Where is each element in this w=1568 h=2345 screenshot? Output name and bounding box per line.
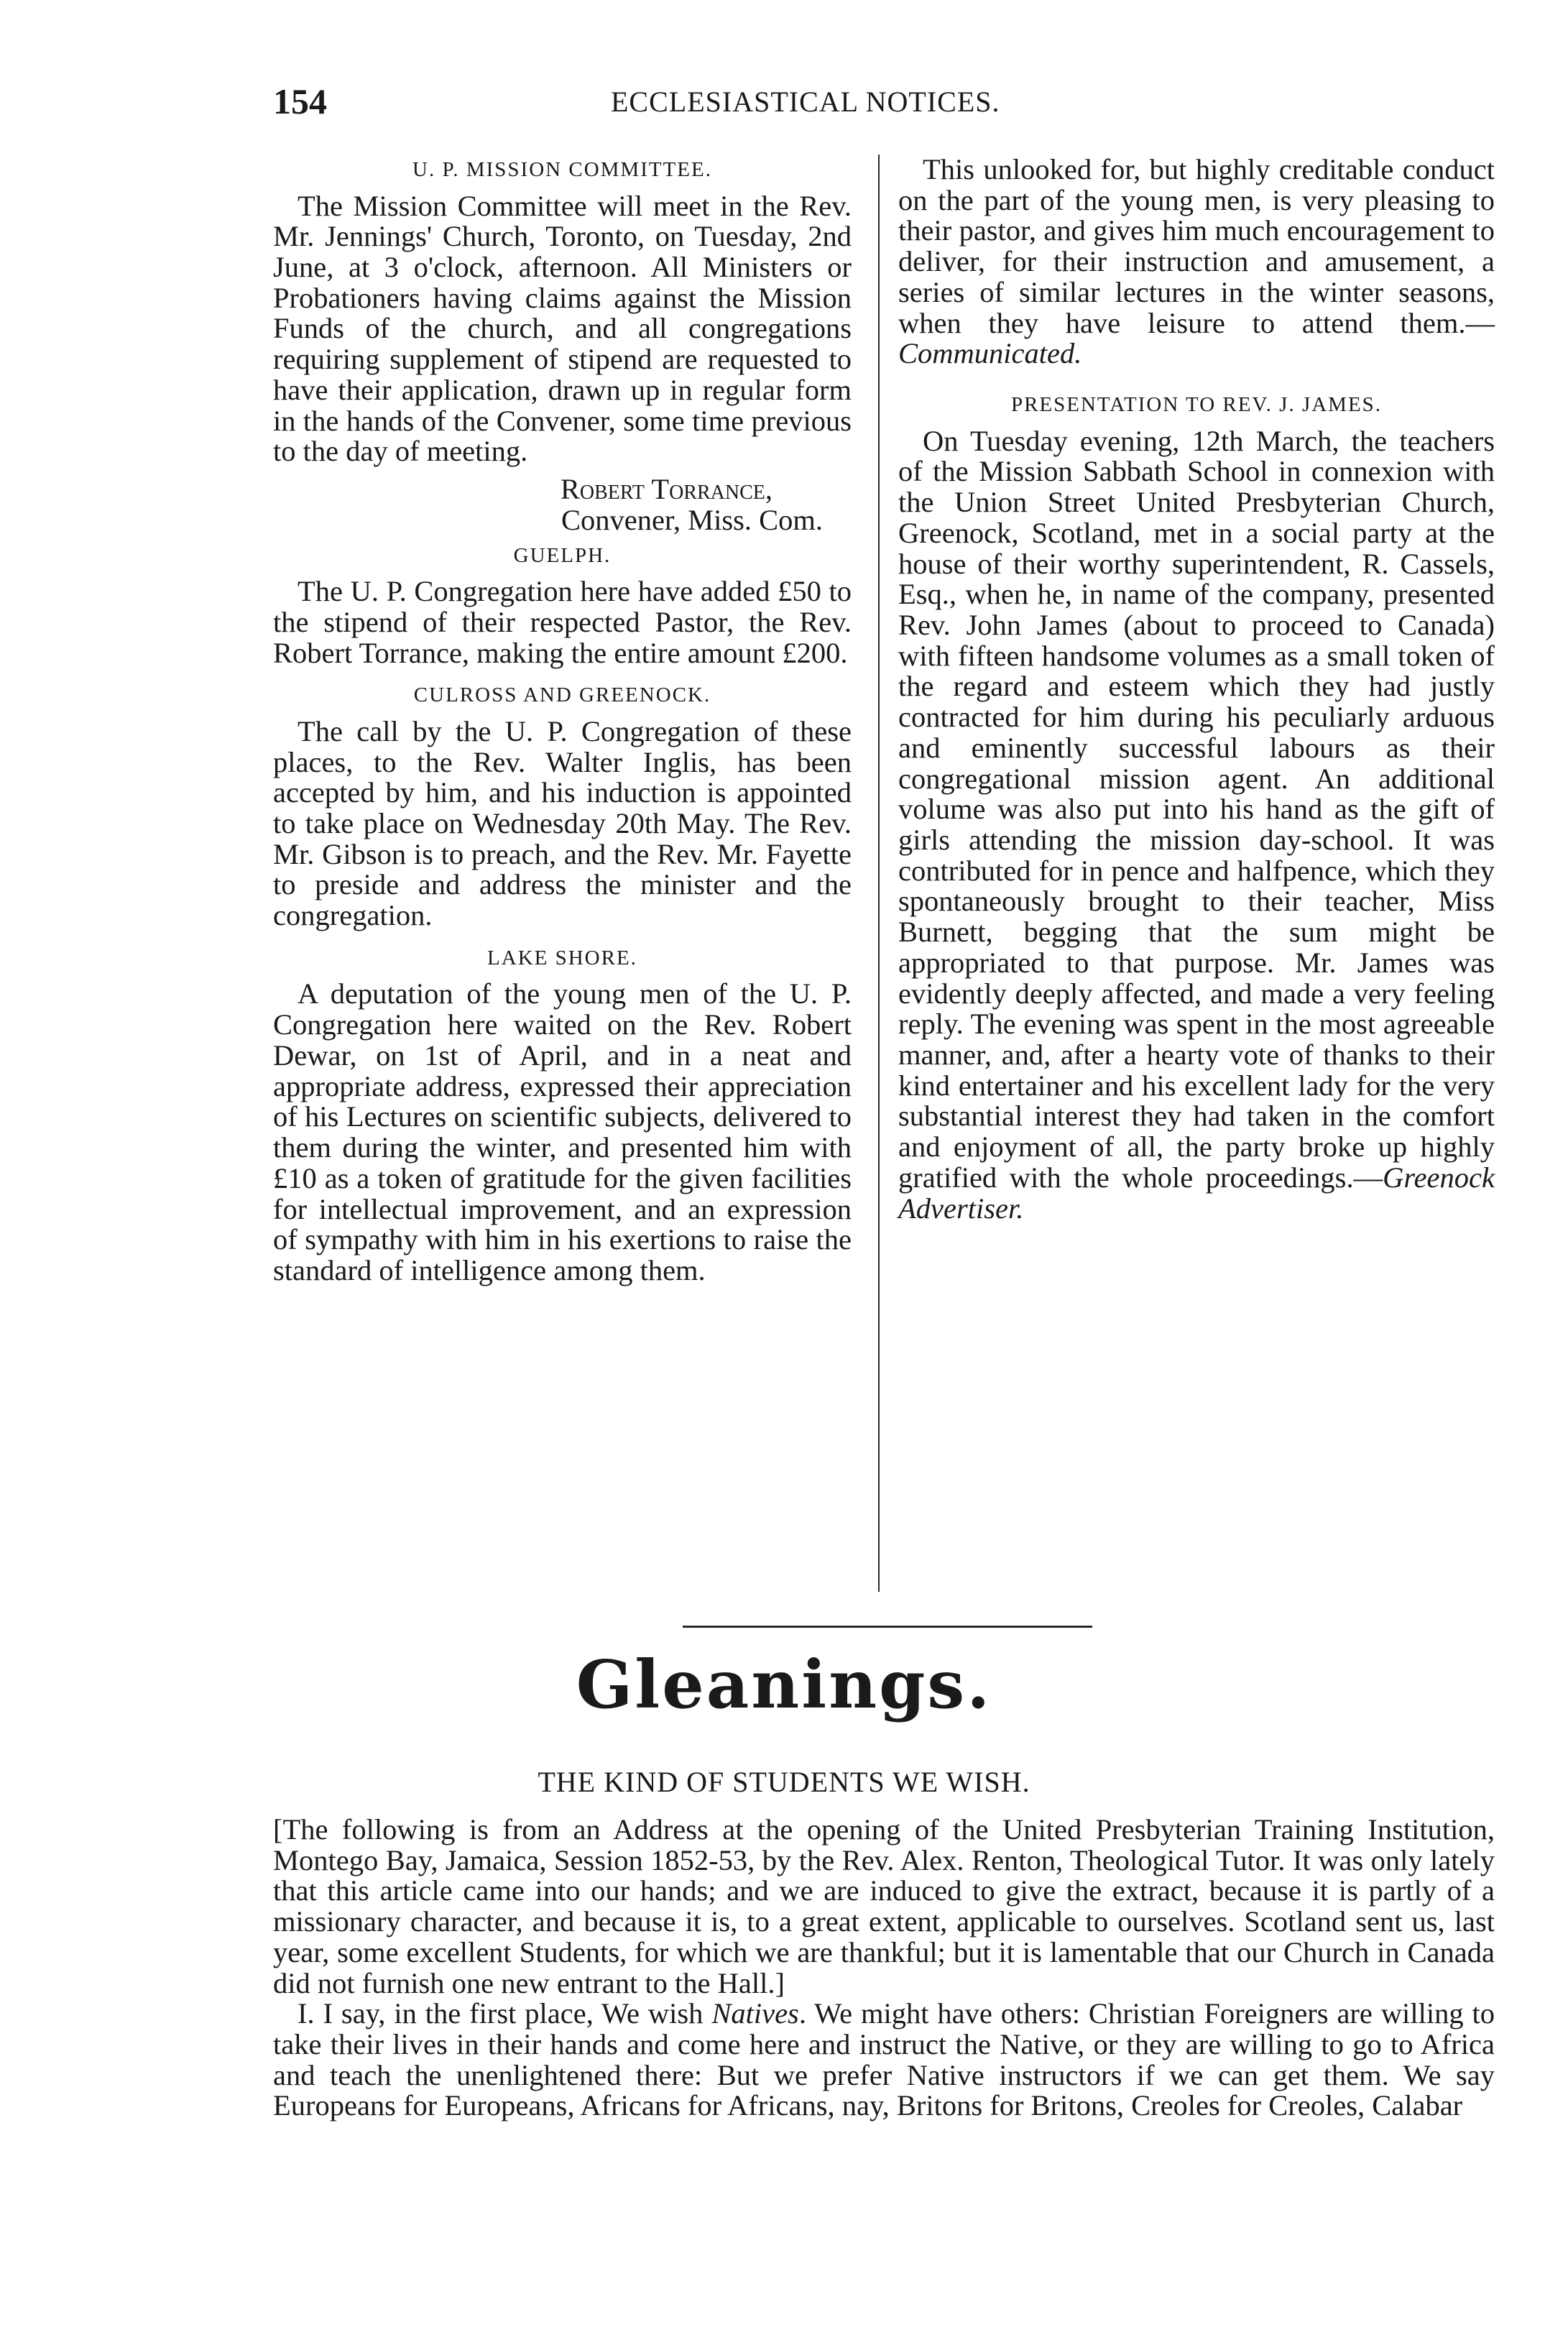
section-title-lake-shore: LAKE SHORE. — [487, 946, 637, 969]
section-separator-rule — [683, 1626, 1092, 1628]
page-number: 154 — [273, 81, 327, 121]
culross-body: The call by the U. P. Congregation of these places, to the Rev. Walter Inglis, has been accepted by him, and his induction is appointed to take place on Wednesday 20th May. The Rev. Mr. Gibson is to preach, and the Rev. Mr. Fayette to preside and address the minister and the congregation. — [273, 714, 852, 932]
section-title-guelph: GUELPH. — [513, 543, 612, 567]
gleanings-heading: Gleanings. — [576, 1646, 992, 1723]
article-paragraph-1 — [273, 1999, 1495, 2121]
article-intro: [The following is from an Address at the opening of the United Presbyterian Training Institution, Montego Bay, Jamaica, Session 1852-53, by the Rev. Alex. Renton, Theological Tutor. It was only lately that this article came into our hands; and we are induced to give the extract, because it is partly of a missionary character, and because it is, to a great extent, applicable to ourselves. Scotland sent us, last year, some excellent Students, for which we are thankful; but it is lamentable that our Church in Canada did not furnish one new entrant to the Hall.] — [273, 1813, 1495, 1999]
continuation-credit: Communicated. — [898, 337, 1082, 370]
paragraph-1-emphasis: Natives — [711, 1997, 799, 2030]
paragraph-1-rest: . We might have others: Christian Foreigners are willing to take their lives in their hands and come here and instruct the Native, or they are willing to go to Africa and teach the unenlightened there: But we prefer Native instructors if we can get them. We say Europeans for Europeans, Africans for Africans, nay, Britons for Britons, Creoles for Creoles, Calabar — [273, 1997, 1495, 2122]
guelph-body: The U. P. Congregation here have added £50 to the stipend of their respected Pastor, the Rev. Robert Torrance, making the entire amount £200. — [273, 575, 852, 669]
lake-shore-body: A deputation of the young men of the U. P. Congregation here waited on the Rev. Robert Dewar, on 1st of April, and in a neat and appropriate address, expressed their appreciation of his Lectures on scientific subjects, delivered to them during the winter, and presented him with £10 as a token of gratitude for the given facilities for intellectual improvement, and an expression of sympathy with him in his exertions to raise the standard of intelligence among them. — [273, 977, 852, 1286]
paragraph-1-lead: I. I say, in the first place, We wish — [298, 1997, 712, 2030]
presentation-credit: Greenock Advertiser. — [898, 1161, 1495, 1225]
presentation-body — [898, 426, 1495, 1225]
column-divider — [878, 155, 880, 1592]
section-title-mission-committee: U. P. MISSION COMMITTEE. — [412, 158, 712, 181]
section-title-presentation: PRESENTATION TO REV. J. JAMES. — [1010, 393, 1383, 417]
running-title: ECCLESIASTICAL NOTICES. — [611, 86, 1000, 118]
left-column — [273, 155, 852, 1286]
mission-committee-body: The Mission Committee will meet in the Rev. Mr. Jennings' Church, Toronto, on Tuesday, 2nd June, at 3 o'clock, afternoon. All Ministers or Probationers having claims against the Mission Funds of the church, and all congregations requiring supplement of stipend are requested to have their application, drawn up in regular form in the hands of the Convener, some time previous to the day of meeting. — [273, 189, 852, 468]
signature-name: Robert Torrance, — [560, 473, 773, 506]
continuation-text: This unlooked for, but highly creditable conduct on the part of the young men, is very pleasing to their pastor, and gives him much encouragement to deliver, for their instruction and amusement, a series of similar lectures in the winter seasons, when they have leisure to attend them.— — [898, 153, 1495, 339]
section-title-culross: CULROSS AND GREENOCK. — [413, 683, 711, 707]
article-title: THE KIND OF STUDENTS WE WISH. — [538, 1766, 1030, 1798]
gleanings-article — [273, 1815, 1495, 2121]
signature-title: Convener, Miss. Com. — [561, 503, 823, 536]
presentation-text: On Tuesday evening, 12th March, the teachers of the Mission Sabbath School in connexion with the Union Street United Presbyterian Church, Greenock, Scotland, met in a social party at the house of their worthy superintendent, R. Cassels, Esq., when he, in name of the company, presented Rev. John James (about to proceed to Canada) with fifteen handsome volumes as a small token of the regard and esteem which they had justly contracted for him during his peculiarly arduous and eminently successful labours as their congregational mission agent. An additional volume was also put into his hand as the gift of girls attending the mission day-school. It was contributed for in pence and halfpence, which they spontaneously brought to their teacher, Miss Burnett, begging that the sum might be appropriated to that purpose. Mr. James was evidently deeply affected, and made a very feeling reply. The evening was spent in the most agreeable manner, and, after a hearty vote of thanks to their kind entertainer and his excellent lady for the very substantial interest they had taken in the comfort and enjoyment of all, the party broke up highly gratified with the whole proceedings.— — [898, 424, 1495, 1194]
lake-shore-continuation — [898, 155, 1495, 369]
page-header — [273, 80, 1509, 124]
right-column — [898, 155, 1495, 1224]
